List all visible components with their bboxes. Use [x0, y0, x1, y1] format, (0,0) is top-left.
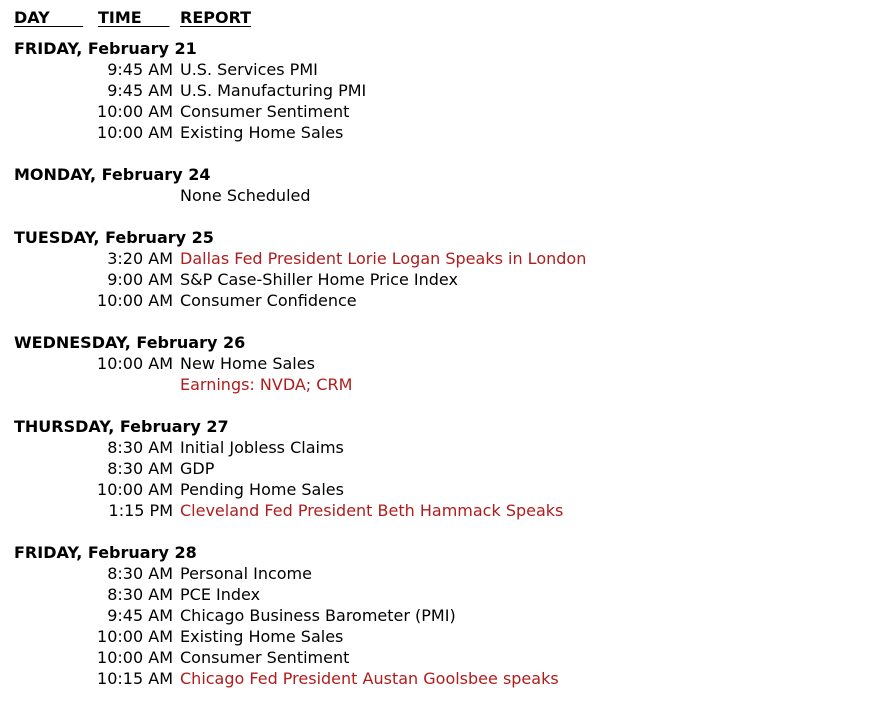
event-time: 10:00 AM — [97, 354, 173, 373]
event-time: 9:45 AM — [107, 81, 173, 100]
event-report: Dallas Fed President Lorie Logan Speaks in London — [180, 249, 587, 268]
event-report: None Scheduled — [180, 186, 311, 205]
day-title: FRIDAY, February 28 — [14, 543, 197, 562]
event-report: Consumer Sentiment — [180, 648, 350, 667]
day-section — [14, 542, 874, 689]
event-row — [14, 269, 874, 290]
event-row — [14, 668, 874, 689]
event-report: GDP — [180, 459, 215, 478]
event-time: 10:00 AM — [97, 648, 173, 667]
event-time: 9:45 AM — [107, 60, 173, 79]
event-report: Cleveland Fed President Beth Hammack Speaks — [180, 501, 564, 520]
event-time: 8:30 AM — [107, 438, 173, 457]
schedule-list — [14, 38, 874, 710]
event-time: 3:20 AM — [107, 249, 173, 268]
event-time: 10:00 AM — [97, 627, 173, 646]
event-row — [14, 626, 874, 647]
event-row — [14, 458, 874, 479]
event-row — [14, 248, 874, 269]
event-report: Initial Jobless Claims — [180, 438, 344, 457]
event-row — [14, 437, 874, 458]
event-row — [14, 374, 874, 395]
day-section — [14, 164, 874, 206]
event-report: U.S. Services PMI — [180, 60, 318, 79]
event-row — [14, 122, 874, 143]
event-report: Chicago Business Barometer (PMI) — [180, 606, 456, 625]
event-time: 10:00 AM — [97, 123, 173, 142]
event-time: 9:00 AM — [107, 270, 173, 289]
event-time: 8:30 AM — [107, 585, 173, 604]
event-report: Pending Home Sales — [180, 480, 344, 499]
event-time: 9:45 AM — [107, 606, 173, 625]
event-report: Personal Income — [180, 564, 312, 583]
event-report: U.S. Manufacturing PMI — [180, 81, 367, 100]
event-time: 1:15 PM — [108, 501, 173, 520]
event-row — [14, 563, 874, 584]
event-time: 10:15 AM — [97, 669, 173, 688]
column-header-report: REPORT — [180, 8, 252, 27]
event-report: S&P Case-Shiller Home Price Index — [180, 270, 458, 289]
day-title: TUESDAY, February 25 — [14, 228, 214, 247]
event-row — [14, 647, 874, 668]
event-row — [14, 185, 874, 206]
event-report: Consumer Sentiment — [180, 102, 350, 121]
event-row — [14, 80, 874, 101]
event-row — [14, 479, 874, 500]
event-report: PCE Index — [180, 585, 261, 604]
column-header-day: DAY — [14, 8, 84, 27]
event-report: Existing Home Sales — [180, 123, 344, 142]
event-time: 10:00 AM — [97, 480, 173, 499]
event-report: New Home Sales — [180, 354, 315, 373]
event-time: 10:00 AM — [97, 291, 173, 310]
day-title: THURSDAY, February 27 — [14, 417, 229, 436]
day-section — [14, 332, 874, 395]
event-row — [14, 584, 874, 605]
day-section — [14, 416, 874, 521]
event-report: Earnings: NVDA; CRM — [180, 375, 353, 394]
day-title: FRIDAY, February 21 — [14, 39, 197, 58]
day-title: WEDNESDAY, February 26 — [14, 333, 246, 352]
event-time: 8:30 AM — [107, 459, 173, 478]
event-report: Consumer Confidence — [180, 291, 357, 310]
day-section — [14, 227, 874, 311]
event-row — [14, 353, 874, 374]
event-row — [14, 290, 874, 311]
event-row — [14, 500, 874, 521]
day-section — [14, 38, 874, 143]
event-row — [14, 59, 874, 80]
event-report: Chicago Fed President Austan Goolsbee speaks — [180, 669, 559, 688]
day-title: MONDAY, February 24 — [14, 165, 211, 184]
event-time: 8:30 AM — [107, 564, 173, 583]
column-header-time: TIME — [98, 8, 170, 27]
event-time: 10:00 AM — [97, 102, 173, 121]
event-row — [14, 605, 874, 626]
event-row — [14, 101, 874, 122]
event-report: Existing Home Sales — [180, 627, 344, 646]
